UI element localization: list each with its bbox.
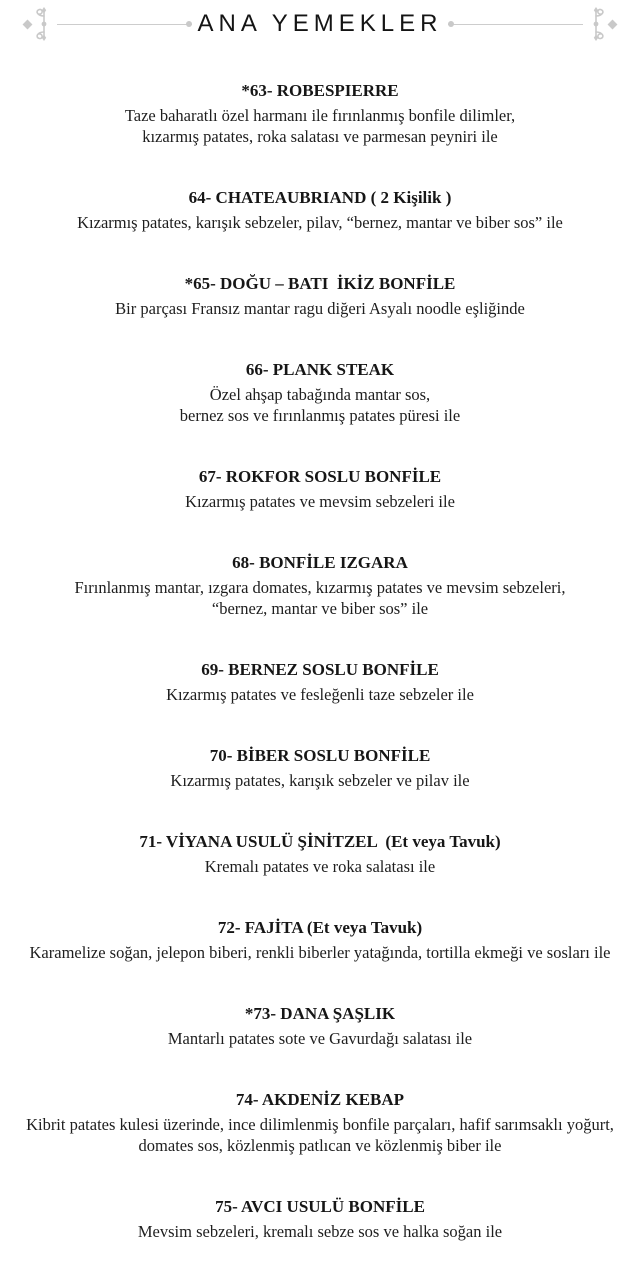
item-description-line: Kızarmış patates ve mevsim sebzeleri ile: [185, 492, 455, 511]
item-description-line: Bir parçası Fransız mantar ragu diğeri Asyalı noodle eşliğinde: [115, 299, 525, 318]
menu-item-69: [8, 659, 632, 705]
flourish-scroll-icon: [33, 7, 55, 41]
item-description-line: Taze baharatlı özel harmanı ile fırınlanmış bonfile dilimler,: [124, 106, 516, 125]
page-title: ANA YEMEKLER: [197, 10, 443, 37]
menu-item-64: [8, 187, 632, 233]
menu-item-67: [8, 466, 632, 512]
item-name: *65- DOĞU – BATI İKİZ BONFİLE: [184, 274, 456, 293]
item-name: 64- CHATEAUBRIAND ( 2 Kişilik ): [188, 188, 452, 207]
item-description-line: Fırınlanmış mantar, ızgara domates, kızarmış patates ve mevsim sebzeleri,: [74, 578, 566, 597]
menu-item-66: [8, 359, 632, 426]
diamond-icon: [608, 19, 618, 29]
item-description-line: Kızarmış patates, karışık sebzeler, pilav, “bernez, mantar ve biber sos” ile: [77, 213, 563, 232]
divider-line: [448, 24, 583, 25]
item-name: 68- BONFİLE IZGARA: [232, 553, 408, 572]
item-description-line: Mantarlı patates sote ve Gavurdağı salatası ile: [167, 1029, 473, 1048]
menu-item-74: [8, 1089, 632, 1156]
item-name: *73- DANA ŞAŞLIK: [244, 1004, 396, 1023]
item-name: 71- VİYANA USULÜ ŞİNİTZEL (Et veya Tavuk): [139, 832, 501, 851]
menu-item-71: [8, 831, 632, 877]
item-name: 70- BİBER SOSLU BONFİLE: [209, 746, 431, 765]
menu-item-63: [8, 80, 632, 147]
item-description-line: kızarmış patates, roka salatası ve parmesan peyniri ile: [142, 127, 498, 146]
item-description-line: Mevsim sebzeleri, kremalı sebze sos ve halka soğan ile: [137, 1222, 503, 1241]
item-name: 66- PLANK STEAK: [245, 360, 395, 379]
item-description-line: Özel ahşap tabağında mantar sos,: [209, 385, 431, 404]
item-description-line: domates sos, közlenmiş patlıcan ve közlenmiş biber ile: [138, 1136, 502, 1155]
item-description-line: Kremalı patates ve roka salatası ile: [204, 857, 436, 876]
menu-header: [0, 0, 640, 40]
item-name: 69- BERNEZ SOSLU BONFİLE: [201, 660, 439, 679]
header-right-ornament: [446, 7, 618, 41]
item-description-line: Kızarmış patates ve fesleğenli taze sebzeler ile: [166, 685, 474, 704]
menu-item-72: [8, 917, 632, 963]
item-name: 72- FAJİTA (Et veya Tavuk): [217, 918, 423, 937]
menu-item-70: [8, 745, 632, 791]
item-name: 75- AVCI USULÜ BONFİLE: [215, 1197, 425, 1216]
menu-list: [0, 80, 640, 1242]
menu-item-75: [8, 1196, 632, 1242]
item-name: 74- AKDENİZ KEBAP: [235, 1090, 405, 1109]
header-left-ornament: [22, 7, 194, 41]
menu-item-73: [8, 1003, 632, 1049]
item-description-line: “bernez, mantar ve biber sos” ile: [211, 599, 429, 618]
item-description-line: Kızarmış patates, karışık sebzeler ve pilav ile: [170, 771, 470, 790]
item-name: 67- ROKFOR SOSLU BONFİLE: [198, 467, 442, 486]
item-description-line: bernez sos ve fırınlanmış patates püresi ile: [179, 406, 461, 425]
item-description-line: Kibrit patates kulesi üzerinde, ince dilimlenmiş bonfile parçaları, hafif sarımsaklı yoğurt,: [26, 1115, 614, 1134]
diamond-icon: [23, 19, 33, 29]
item-description-line: Karamelize soğan, jelepon biberi, renkli biberler yatağında, tortilla ekmeği ve sosları ile: [29, 943, 611, 962]
divider-line: [57, 24, 192, 25]
menu-item-68: [8, 552, 632, 619]
menu-item-65: [8, 273, 632, 319]
item-name: *63- ROBESPIERRE: [241, 81, 399, 100]
flourish-scroll-icon: [585, 7, 607, 41]
